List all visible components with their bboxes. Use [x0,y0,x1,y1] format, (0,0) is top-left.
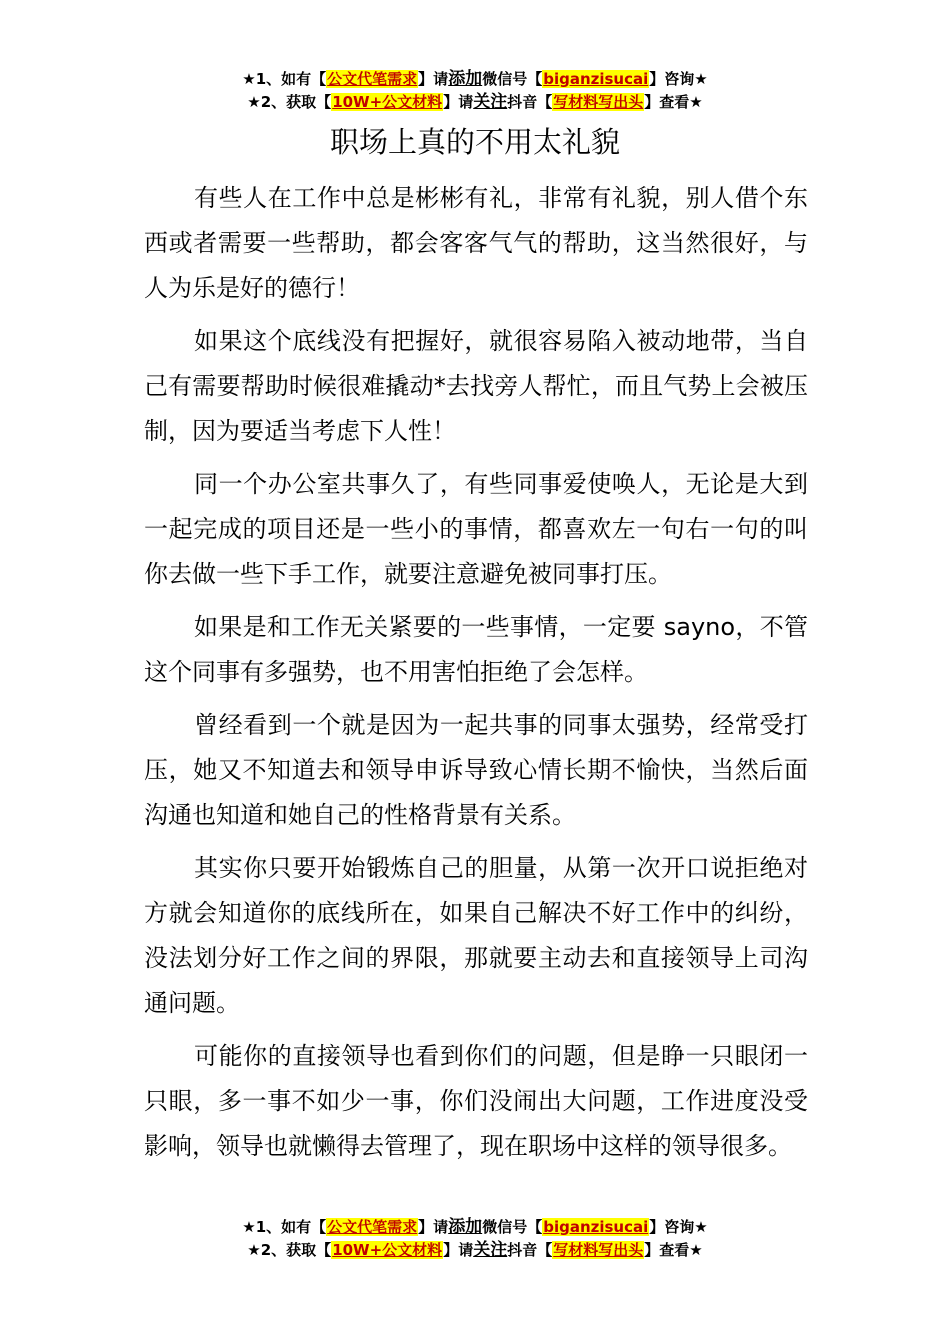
paragraph: 同一个办公室共事久了，有些同事爱使唤人，无论是大到一起完成的项目还是一些小的事情，都喜欢左一句右一句的叫你去做一些下手工作，就要注意避免被同事打压。 [144,470,808,588]
banner-line-1 [0,1216,950,1239]
banner-text: 抖音【 [507,1241,553,1259]
banner-line-2 [0,91,950,114]
highlight-materials: 10W+公文材料 [332,93,443,111]
banner-emphasis: 添加 [448,69,483,89]
banner-text: 】请 [418,70,449,88]
paragraph: 其实你只要开始锻炼自己的胆量，从第一次开口说拒绝对方就会知道你的底线所在，如果自己解决不好工作中的纠纷，没法划分好工作之间的界限，那就要主动去和直接领导上司沟通问题。 [144,854,808,1017]
paragraph: 如果这个底线没有把握好，就很容易陷入被动地带，当自己有需要帮助时候很难撬动*去找旁人帮忙，而且气势上会被压制，因为要适当考虑下人性！ [144,327,808,445]
document-body [144,176,808,1177]
highlight-wechat-id: biganzisucai [543,1218,649,1236]
paragraph: 如果是和工作无关紧要的一些事情，一定要 sayno，不管这个同事有多强势，也不用害怕拒绝了会怎样。 [144,613,808,686]
banner-text: 】请 [443,1241,474,1259]
paragraph: 曾经看到一个就是因为一起共事的同事太强势，经常受打压，她又不知道去和领导申诉导致心情长期不愉快，当然后面沟通也知道和她自己的性格背景有关系。 [144,711,808,829]
banner-text: 】咨询★ [649,70,708,88]
banner-text: 】请 [443,93,474,111]
highlight-service: 公文代笔需求 [327,70,418,88]
highlight-douyin: 写材料写出头 [553,93,644,111]
banner-emphasis: 关注 [473,92,508,112]
banner-emphasis: 关注 [473,1240,508,1260]
highlight-wechat-id: biganzisucai [543,70,649,88]
banner-text: 】咨询★ [649,1218,708,1236]
banner-text: 】请 [418,1218,449,1236]
banner-text: 微信号【 [482,70,543,88]
banner-line-1 [0,68,950,91]
banner-text: ★1、如有【 [242,70,327,88]
highlight-service: 公文代笔需求 [327,1218,418,1236]
banner-text: ★2、获取【 [247,93,332,111]
document-title: 职场上真的不用太礼貌 [329,125,620,159]
banner-text: 微信号【 [482,1218,543,1236]
banner-text: 】查看★ [644,93,703,111]
banner-text: ★1、如有【 [242,1218,327,1236]
banner-text: ★2、获取【 [247,1241,332,1259]
paragraph: 有些人在工作中总是彬彬有礼，非常有礼貌，别人借个东西或者需要一些帮助，都会客客气气的帮助，这当然很好，与人为乐是好的德行！ [144,184,808,302]
footer-banner [0,1216,950,1262]
banner-text: 抖音【 [507,93,553,111]
banner-text: 】查看★ [644,1241,703,1259]
banner-emphasis: 添加 [448,1217,483,1237]
header-banner [0,68,950,114]
banner-line-2 [0,1239,950,1262]
highlight-douyin: 写材料写出头 [553,1241,644,1259]
highlight-materials: 10W+公文材料 [332,1241,443,1259]
paragraph: 可能你的直接领导也看到你们的问题，但是睁一只眼闭一只眼，多一事不如少一事，你们没闹出大问题，工作进度没受影响，领导也就懒得去管理了，现在职场中这样的领导很多。 [144,1042,808,1160]
